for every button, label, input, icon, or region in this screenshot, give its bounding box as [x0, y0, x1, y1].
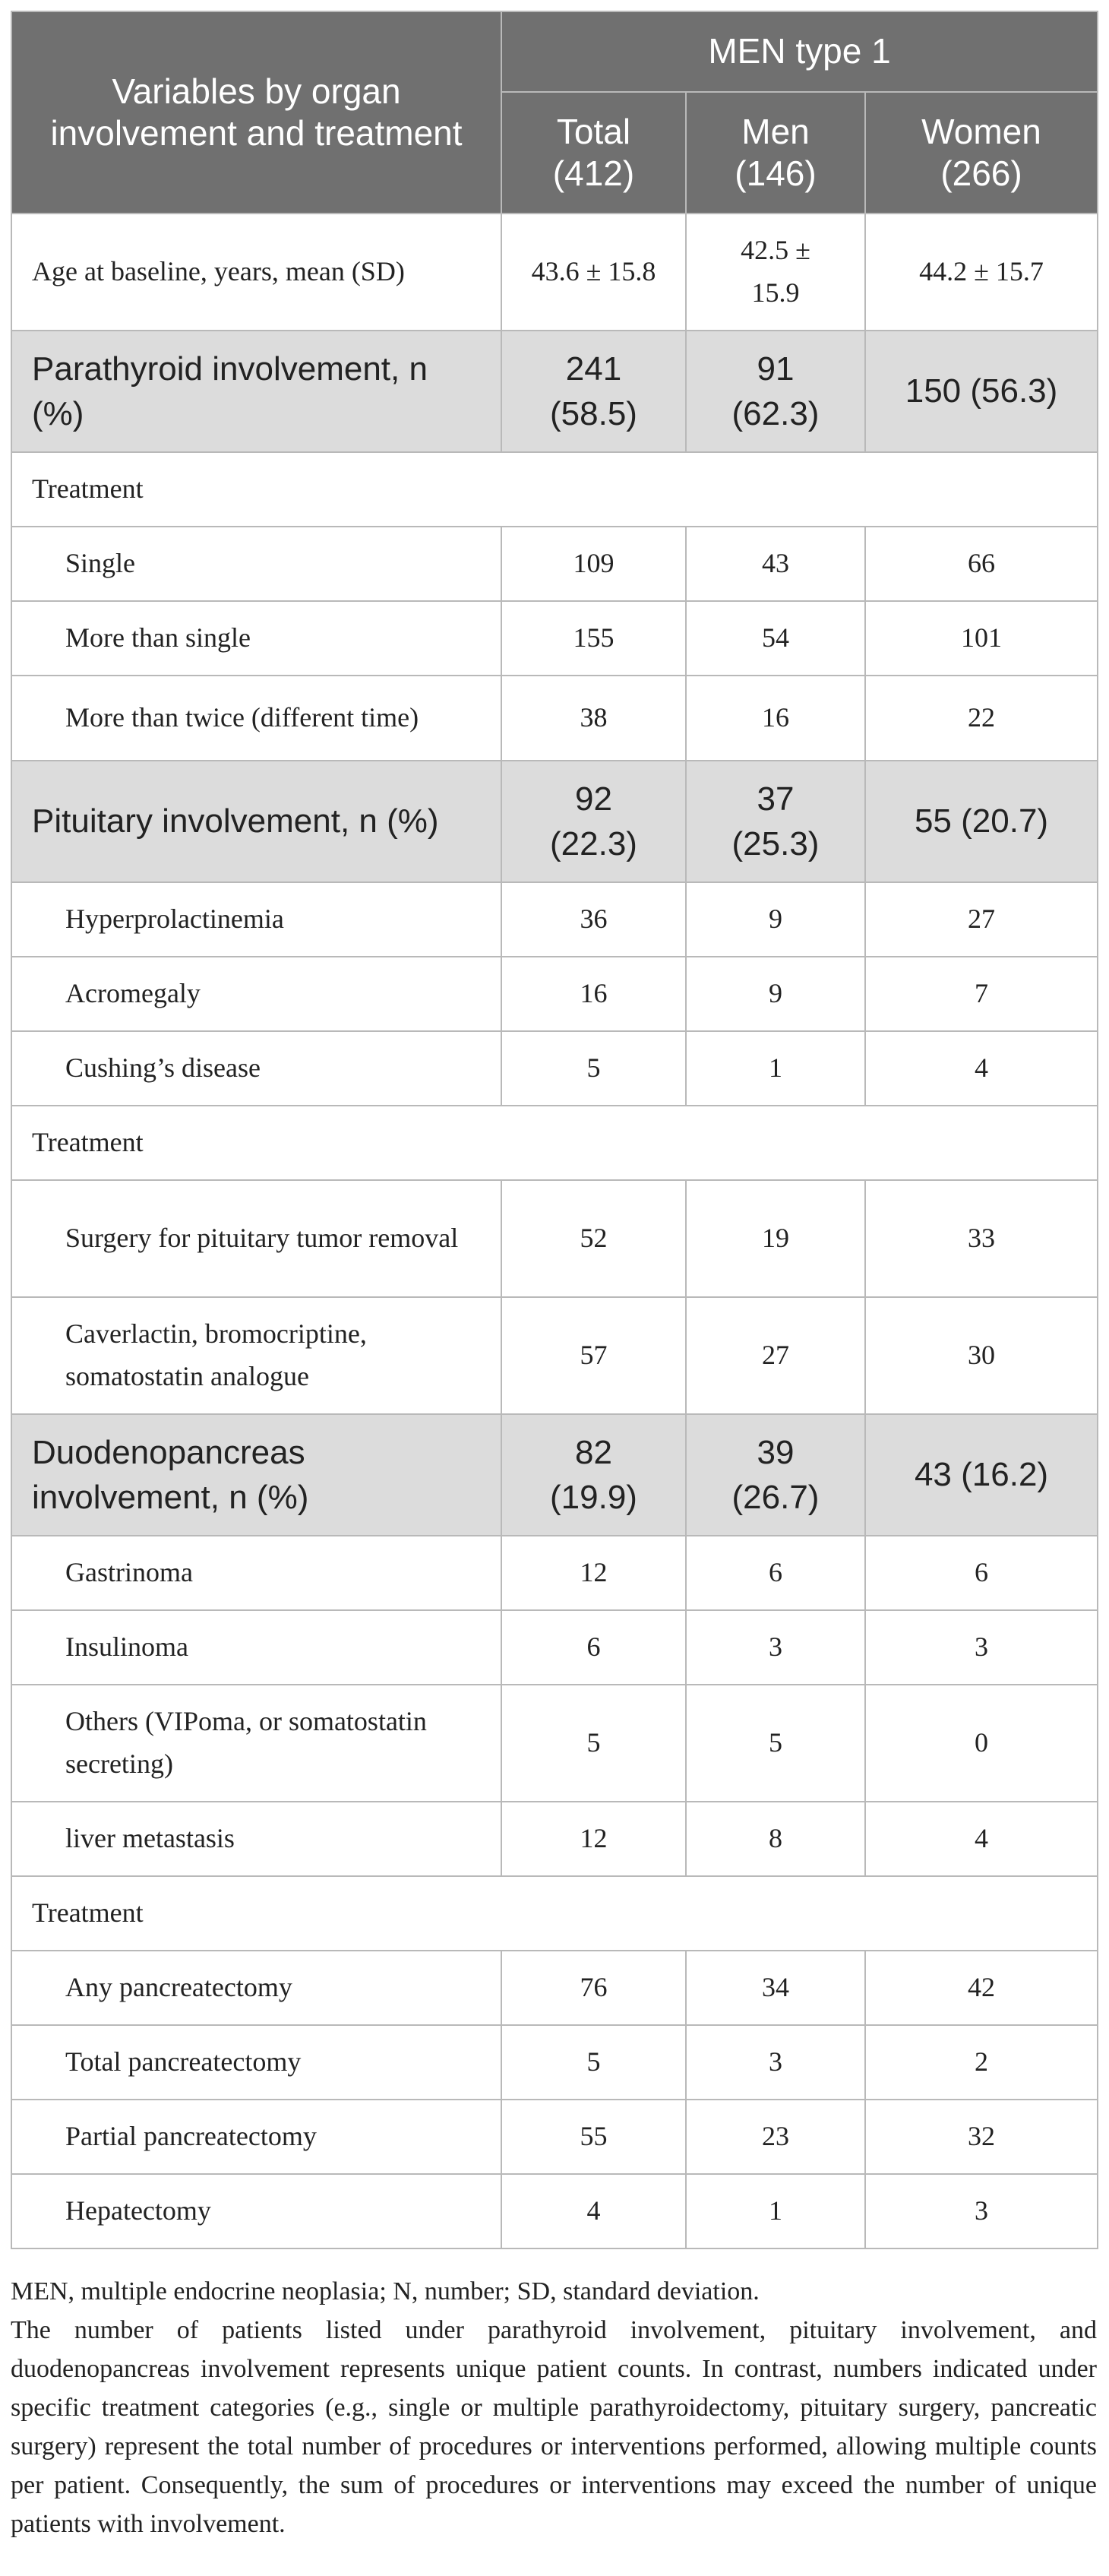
table-row: [11, 1951, 1098, 2025]
detail-note: The number of patients listed under parathyroid involvement, pituitary involvement, and duodenopancreas involvement represents unique patient counts. In contrast, numbers indicated under specific treatment categories (e.g., single or multiple parathyroidectomy, pituitary surgery, pancreatic surgery) represent the total number of procedures or interventions performed, allowing multiple counts per patient. Consequently, the sum of procedures or interventions may exceed the number of unique patients with involvement.: [11, 2316, 1097, 2538]
total-cell: 12: [501, 1802, 686, 1876]
total-cell: 43.6 ± 15.8: [501, 214, 686, 331]
table-footnotes: [11, 2272, 1097, 2543]
women-cell: 3: [865, 2174, 1098, 2248]
table-row: [11, 2025, 1098, 2100]
women-cell: 3: [865, 1610, 1098, 1685]
men1-table: [11, 11, 1098, 2249]
row-label: Surgery for pituitary tumor removal: [11, 1180, 501, 1297]
total-cell: 36: [501, 882, 686, 957]
women-cell: 33: [865, 1180, 1098, 1297]
women-cell: 42: [865, 1951, 1098, 2025]
row-label: liver metastasis: [11, 1802, 501, 1876]
men-cell: 1: [686, 1031, 865, 1106]
men-cell: 3: [686, 1610, 865, 1685]
men-cell: 8: [686, 1802, 865, 1876]
group-header: MEN type 1: [501, 11, 1098, 92]
table-row: [11, 1610, 1098, 1685]
total-cell: 52: [501, 1180, 686, 1297]
women-cell: 43 (16.2): [865, 1414, 1098, 1536]
variables-header: Variables by organ involvement and treatment: [11, 11, 501, 214]
total-cell: 241 (58.5): [501, 331, 686, 452]
table-row: [11, 957, 1098, 1031]
women-cell: 6: [865, 1536, 1098, 1610]
men-cell: 3: [686, 2025, 865, 2100]
row-label: Treatment: [11, 1106, 1098, 1180]
row-label: Any pancreatectomy: [11, 1951, 501, 2025]
men-header: Men (146): [686, 92, 865, 214]
row-label: Hyperprolactinemia: [11, 882, 501, 957]
table-row: [11, 214, 1098, 331]
row-label: Total pancreatectomy: [11, 2025, 501, 2100]
men-cell: 91 (62.3): [686, 331, 865, 452]
women-cell: 4: [865, 1031, 1098, 1106]
women-cell: 7: [865, 957, 1098, 1031]
table-row: [11, 601, 1098, 676]
table-row: [11, 2100, 1098, 2174]
men-cell: 5: [686, 1685, 865, 1802]
row-label: Caverlactin, bromocriptine, somatostatin analogue: [11, 1297, 501, 1414]
row-label: More than twice (different time): [11, 676, 501, 761]
total-cell: 6: [501, 1610, 686, 1685]
table-row: [11, 452, 1098, 527]
men-cell: 9: [686, 957, 865, 1031]
table-row: [11, 1180, 1098, 1297]
row-label: Partial pancreatectomy: [11, 2100, 501, 2174]
total-cell: 76: [501, 1951, 686, 2025]
total-cell: 38: [501, 676, 686, 761]
table-row: [11, 2174, 1098, 2248]
men-cell: 43: [686, 527, 865, 601]
table-header: [11, 11, 1098, 214]
men-cell: 54: [686, 601, 865, 676]
table-row: [11, 676, 1098, 761]
table-row: [11, 331, 1098, 452]
row-label: Cushing’s disease: [11, 1031, 501, 1106]
women-cell: 30: [865, 1297, 1098, 1414]
women-cell: 27: [865, 882, 1098, 957]
women-cell: 150 (56.3): [865, 331, 1098, 452]
total-cell: 4: [501, 2174, 686, 2248]
men-cell: 1: [686, 2174, 865, 2248]
men-cell: 39 (26.7): [686, 1414, 865, 1536]
men-cell: 9: [686, 882, 865, 957]
total-cell: 5: [501, 1685, 686, 1802]
total-cell: 82 (19.9): [501, 1414, 686, 1536]
table-row: [11, 1106, 1098, 1180]
abbreviation-note: MEN, multiple endocrine neoplasia; N, number; SD, standard deviation.: [11, 2277, 760, 2305]
men-cell: 42.5 ± 15.9: [686, 214, 865, 331]
row-label: Gastrinoma: [11, 1536, 501, 1610]
table-row: [11, 527, 1098, 601]
total-header: Total (412): [501, 92, 686, 214]
table-container: [11, 11, 1097, 2543]
total-cell: 155: [501, 601, 686, 676]
row-label: Parathyroid involvement, n (%): [11, 331, 501, 452]
table-row: [11, 1297, 1098, 1414]
table-row: [11, 761, 1098, 882]
table-row: [11, 1876, 1098, 1951]
row-label: Duodenopancreas involvement, n (%): [11, 1414, 501, 1536]
women-cell: 101: [865, 601, 1098, 676]
table-body: [11, 214, 1098, 2248]
table-row: [11, 1414, 1098, 1536]
row-label: Treatment: [11, 1876, 1098, 1951]
row-label: Hepatectomy: [11, 2174, 501, 2248]
total-cell: 109: [501, 527, 686, 601]
men-cell: 37 (25.3): [686, 761, 865, 882]
total-cell: 57: [501, 1297, 686, 1414]
women-cell: 22: [865, 676, 1098, 761]
row-label: Single: [11, 527, 501, 601]
women-cell: 2: [865, 2025, 1098, 2100]
women-cell: 32: [865, 2100, 1098, 2174]
men-cell: 34: [686, 1951, 865, 2025]
total-cell: 5: [501, 2025, 686, 2100]
women-cell: 66: [865, 527, 1098, 601]
row-label: More than single: [11, 601, 501, 676]
women-cell: 0: [865, 1685, 1098, 1802]
men-cell: 23: [686, 2100, 865, 2174]
table-row: [11, 1536, 1098, 1610]
row-label: Treatment: [11, 452, 1098, 527]
women-cell: 4: [865, 1802, 1098, 1876]
row-label: Insulinoma: [11, 1610, 501, 1685]
total-cell: 92 (22.3): [501, 761, 686, 882]
total-cell: 16: [501, 957, 686, 1031]
total-cell: 55: [501, 2100, 686, 2174]
women-header: Women (266): [865, 92, 1098, 214]
table-row: [11, 882, 1098, 957]
row-label: Others (VIPoma, or somatostatin secreting): [11, 1685, 501, 1802]
women-cell: 55 (20.7): [865, 761, 1098, 882]
men-cell: 16: [686, 676, 865, 761]
row-label: Pituitary involvement, n (%): [11, 761, 501, 882]
men-cell: 19: [686, 1180, 865, 1297]
men-cell: 6: [686, 1536, 865, 1610]
total-cell: 12: [501, 1536, 686, 1610]
row-label: Age at baseline, years, mean (SD): [11, 214, 501, 331]
total-cell: 5: [501, 1031, 686, 1106]
men-cell: 27: [686, 1297, 865, 1414]
table-row: [11, 1802, 1098, 1876]
row-label: Acromegaly: [11, 957, 501, 1031]
women-cell: 44.2 ± 15.7: [865, 214, 1098, 331]
table-row: [11, 1031, 1098, 1106]
table-row: [11, 1685, 1098, 1802]
